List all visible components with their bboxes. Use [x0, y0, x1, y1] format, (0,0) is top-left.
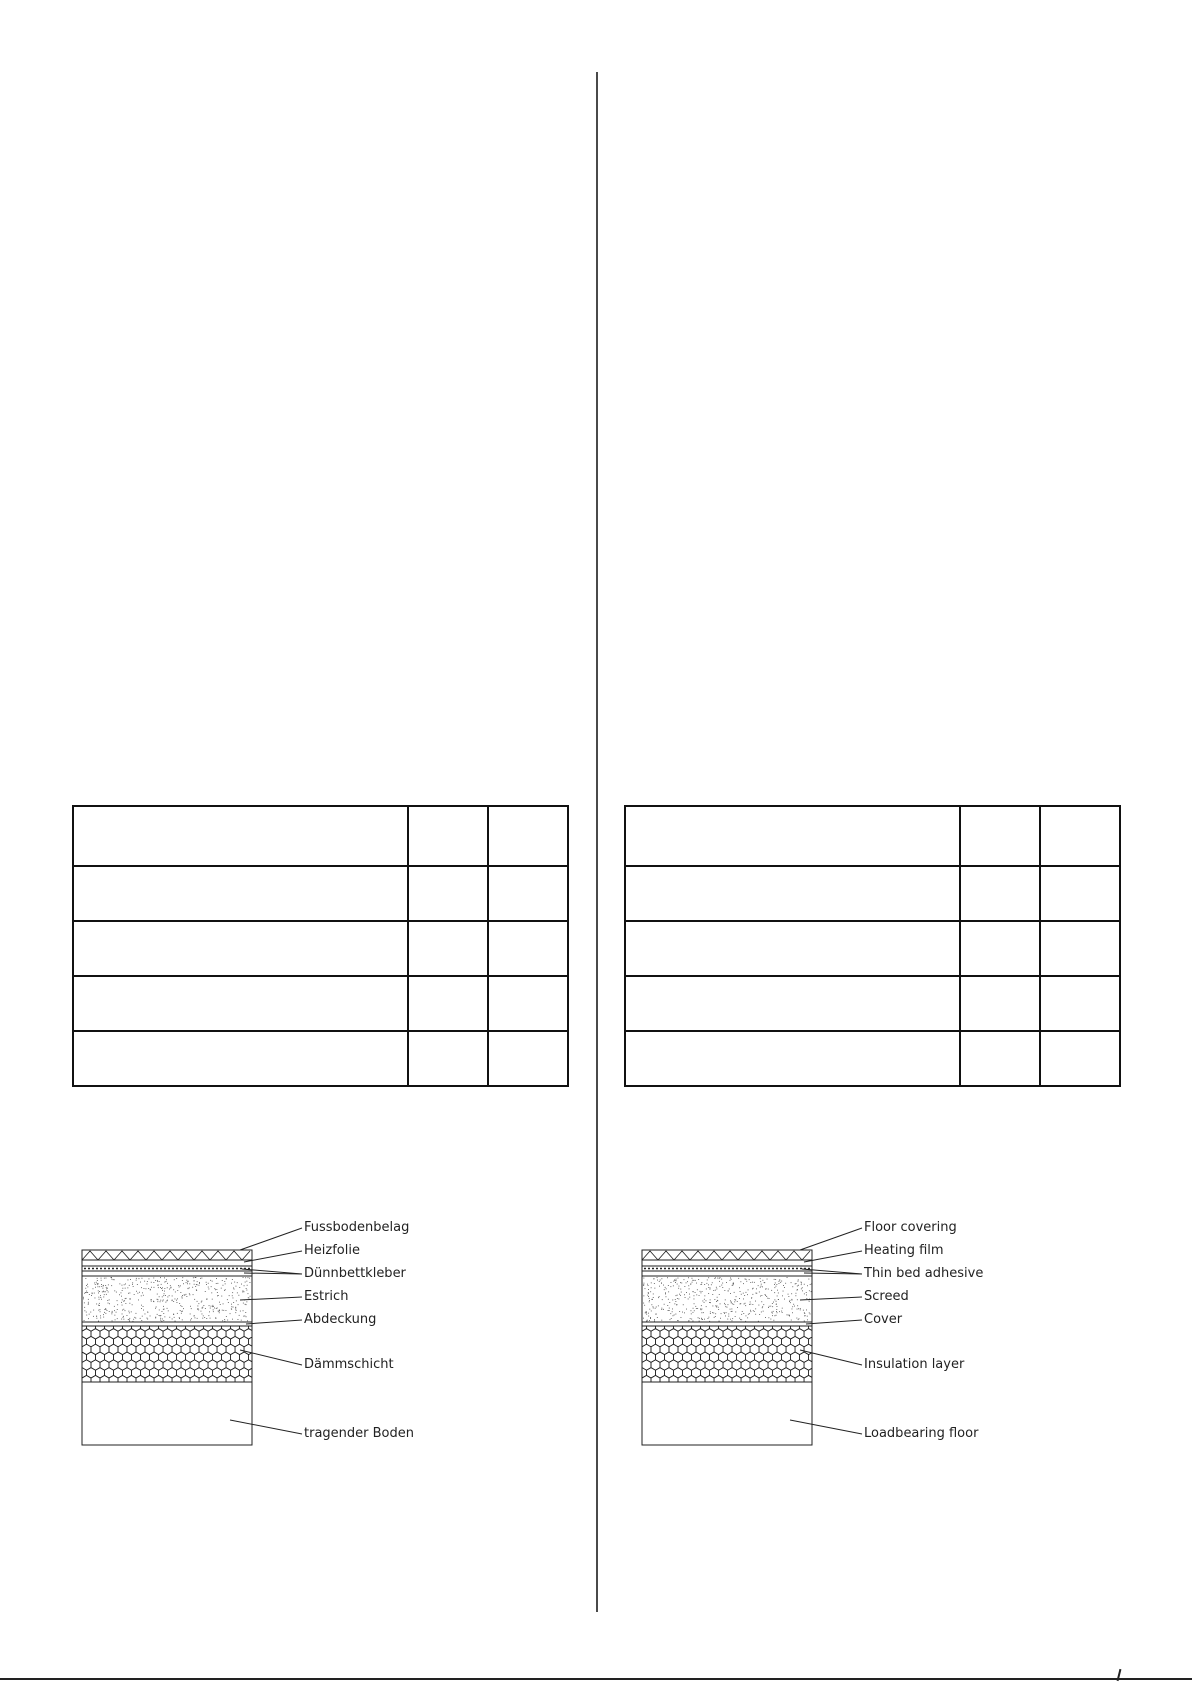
label-insulation-layer: Insulation layer	[864, 1357, 965, 1372]
table-row	[625, 976, 1120, 1031]
adhesive-layer-lower	[642, 1271, 812, 1276]
table-cell	[1040, 976, 1120, 1031]
page-bottom-rule	[0, 1678, 1192, 1680]
label-loadbearing-floor: Loadbearing floor	[864, 1426, 979, 1441]
label-floor-covering: Floor covering	[864, 1220, 957, 1235]
table-cell	[1040, 806, 1120, 866]
label-cover: Cover	[864, 1312, 903, 1327]
table-cell	[73, 806, 408, 866]
table-cell	[73, 976, 408, 1031]
table-cell	[1040, 866, 1120, 921]
label-loadbearing-floor: tragender Boden	[304, 1426, 414, 1441]
cover-layer	[82, 1322, 252, 1326]
screed-layer	[82, 1276, 252, 1322]
heating-film-layer	[82, 1266, 252, 1271]
table-cell	[408, 806, 488, 866]
table-row	[73, 866, 568, 921]
table-cell	[488, 976, 568, 1031]
table-cell	[73, 866, 408, 921]
table-cell	[408, 1031, 488, 1086]
table-cell	[408, 866, 488, 921]
table-cell	[488, 921, 568, 976]
label-heating-film: Heizfolie	[304, 1243, 360, 1258]
table-cell	[408, 921, 488, 976]
table-row	[625, 806, 1120, 866]
loadbearing-floor-layer	[642, 1382, 812, 1445]
table-cell	[488, 866, 568, 921]
adhesive-layer-upper	[82, 1260, 252, 1266]
floor-covering-layer	[642, 1250, 812, 1260]
table-row	[625, 1031, 1120, 1086]
table-cell	[408, 976, 488, 1031]
table-cell	[73, 1031, 408, 1086]
label-screed: Screed	[864, 1289, 909, 1304]
table-cell	[960, 976, 1040, 1031]
table-cell	[960, 806, 1040, 866]
label-thin-bed-adhesive: Dünnbettkleber	[304, 1266, 406, 1281]
label-floor-covering: Fussbodenbelag	[304, 1220, 410, 1235]
spec-table-english	[624, 805, 1121, 1087]
table-cell	[960, 921, 1040, 976]
floor-layer-diagram-english	[610, 1200, 1130, 1480]
table-cell	[488, 806, 568, 866]
table-cell	[625, 1031, 960, 1086]
table-cell	[960, 1031, 1040, 1086]
adhesive-layer-lower	[82, 1271, 252, 1276]
table-cell	[1040, 1031, 1120, 1086]
table-cell	[488, 1031, 568, 1086]
table-row	[73, 806, 568, 866]
label-screed: Estrich	[304, 1289, 349, 1304]
table-row	[73, 1031, 568, 1086]
floor-layer-diagram-german	[50, 1200, 570, 1480]
floor-covering-layer	[82, 1250, 252, 1260]
table-row	[73, 921, 568, 976]
label-insulation-layer: Dämmschicht	[304, 1357, 394, 1372]
table-cell	[625, 921, 960, 976]
label-heating-film: Heating film	[864, 1243, 944, 1258]
page-column-divider	[596, 72, 598, 1612]
table-cell	[960, 866, 1040, 921]
cover-layer	[642, 1322, 812, 1326]
label-thin-bed-adhesive: Thin bed adhesive	[864, 1266, 984, 1281]
table-row	[625, 921, 1120, 976]
heating-film-layer	[642, 1266, 812, 1271]
loadbearing-floor-layer	[82, 1382, 252, 1445]
spec-table-german	[72, 805, 569, 1087]
table-row	[73, 976, 568, 1031]
table-cell	[625, 806, 960, 866]
table-cell	[625, 976, 960, 1031]
table-cell	[1040, 921, 1120, 976]
adhesive-layer-upper	[642, 1260, 812, 1266]
table-row	[625, 866, 1120, 921]
table-cell	[73, 921, 408, 976]
table-cell	[625, 866, 960, 921]
label-cover: Abdeckung	[304, 1312, 377, 1327]
